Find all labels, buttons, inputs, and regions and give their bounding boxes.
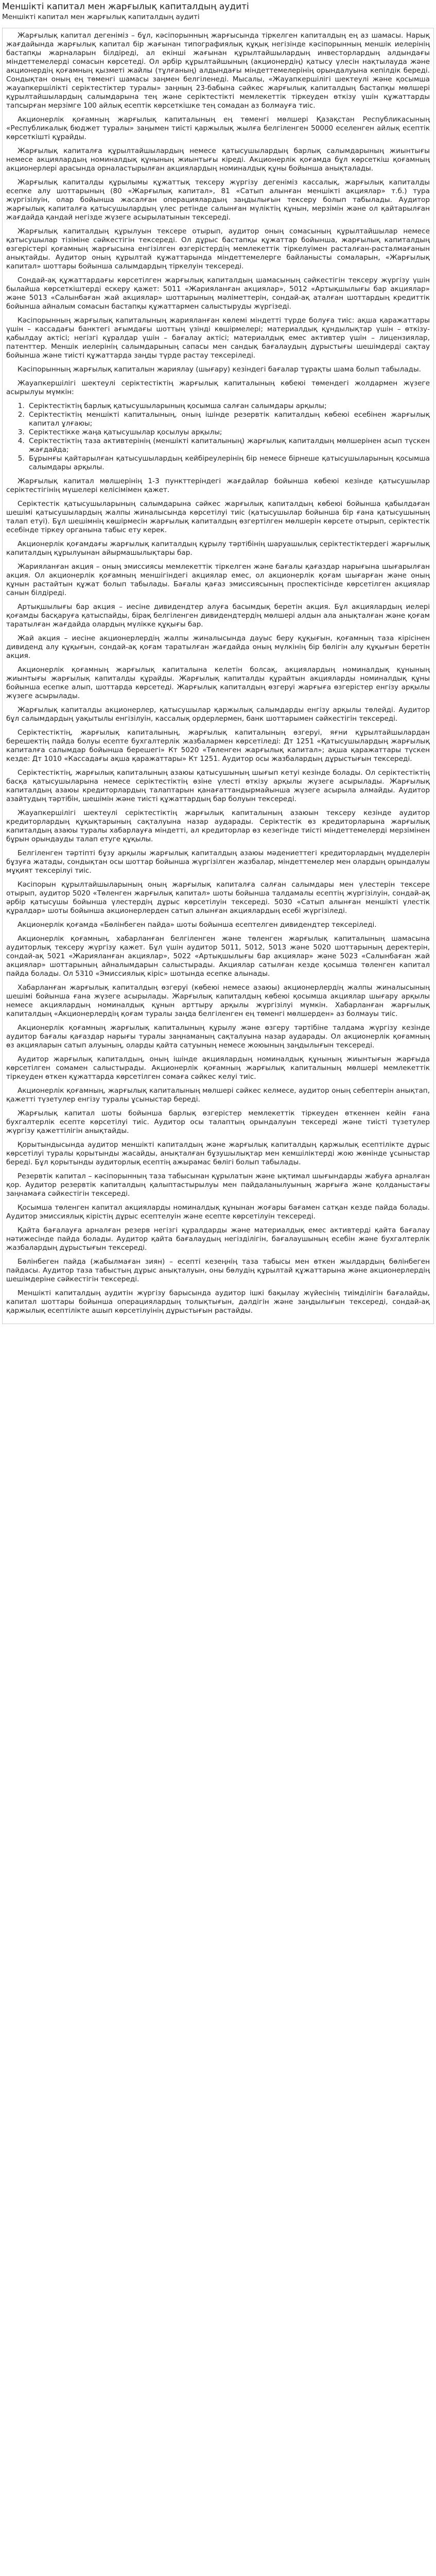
- paragraph: Белгіленген тәртіпті бұзу арқылы жарғылық капиталдың азаюы мәдениеттегі кредиторлардың мүдделерін бұзуға жатады, сондықтан осы шоттар бойынша жүргізілген жазбалар, міндеттемелер мен олардың орындалуы мұқият тексерілуі тиіс.: [6, 849, 430, 875]
- paragraph: Жарғылық капиталды акционерлер, қатысушылар қаржылық салымдарды енгізу арқылы төлейді. Аудитор бұл салымдардың уақытылы енгізілуін, кассалық ордерлермен, банк шоттарымен сәйкестігін тексереді.: [6, 706, 430, 723]
- paragraph: Акционерлік қоғамның жарғылық капиталының ең төменгі мөлшері Қазақстан Республикасының «Республикалық бюджет туралы» заңымен тиісті қаржылық жылға белгіленген 50000 еселенген айлық есептік көрсеткішті құрайды.: [6, 115, 430, 141]
- paragraph: Жарғылық капиталға құрылтайшылардың немесе қатысушылардың барлық салымдарының жиынтығы немесе акциялардың номиналдық құнының жиынтығы кіреді. Акционерлік қоғамда бұл көрсеткіш қоғамның акционерлері арасында орналастырылған акциялардың номиналдық құны бойынша анықталады.: [6, 147, 430, 173]
- page-title: Меншікті капитал мен жарғылық капиталдың аудиті: [2, 2, 249, 12]
- paragraph: Қосымша төленген капитал акцияларды номиналдық құнынан жоғары бағамен сатқан кезде пайда болады. Аудитор эмиссиялық кірістің дұрыс есептелуін және есепте көрсетілуін тексереді.: [6, 1204, 430, 1221]
- paragraph: Акционерлік қоғамның жарғылық капиталының құрылу және өзгеру тәртібіне талдама жүргізу кезінде аудитор бағалы қағаздар нарығы туралы заңнаманың сақталуына назар аударады. Ол акционерлік қоғамның өз акцияларын сатып алуының, оларды қайта сатуының немесе жоюының заңдылығын тексереді.: [6, 1024, 430, 1049]
- paragraph: Қайта бағалауға арналған резерв негізгі құралдарды және материалдық емес активтерді қайта бағалау нәтижесінде пайда болады. Аудитор қайта бағалаудың негізділігін, бағалаушының есебін және бухгалтерлік жазбалардың дұрыстығын тексереді.: [6, 1226, 430, 1252]
- paragraph: Серіктестік қатысушыларының салымдарына сәйкес жарғылық капиталдың көбеюі бойынша қабылдаған шешімі қатысушылардың жалпы жиналысында көрсетілуі тиіс (қатысушылар бойынша бір ғана қатысушының талап етуі). Бұл шешімнің көшірмесін жарғылық капиталдың өзгертілген мөлшерін көрсете отырып, серіктестік есебінде тіркеу органына табыс ету керек.: [6, 500, 430, 534]
- paragraph: Акционерлік қоғамның, хабарланған белгіленген және төленген жарғылық капиталының шамасына аудиторлық тексеру жүргізу қажет. Бұл үшін аудитор 5011, 5012, 5013 және 5020 шоттарының деректерін, сондай-ақ 5021 «Жарияланған акциялар», 5022 «Артықшылығы бар акциялар» және 5023 «Салынбаған жай акциялар» шоттарының айналымдарын салыстырады. Акциялар сатылған кезде қосымша төленген капитал пайда болады. Ол 5310 «Эмиссиялық кіріс» шотында есепке алынады.: [6, 935, 430, 978]
- paragraph: Акционерлік қоғамның, жарғылық капиталының мөлшері сәйкес келмесе, аудитор оның себептерін анықтап, қажетті түзетулер енгізу туралы ұсыныстар береді.: [6, 1087, 430, 1104]
- paragraph: Жай акция – иесіне акционерлердің жалпы жиналысында дауыс беру құқығын, қоғамның таза кірісінен дивиденд алу құқығын, сондай-ақ қоғам таратылған жағдайда оның мүлкінің бір бөлігін алу құқығын беретін акция.: [6, 634, 430, 660]
- paragraph: Акционерлік қоғамның жарғылық капиталына келетін болсақ, акциялардың номиналдық құнының жиынтығы жарғылық капиталды құрайды. Жарғылық капиталды құрайтын акцияларды номиналдық құны бойынша есепке алып, шоттарда көрсетеді. Жарғылық капиталдың өзгеруі жарғыға өзгерістер енгізу арқылы жүзеге асырылады.: [6, 666, 430, 700]
- paragraph: Кәсіпорынның жарғылық капиталын жариялау (шығару) кезіндегі бағалар тұрақты шама болып табылады.: [18, 365, 421, 374]
- increase-methods-list: [27, 402, 430, 472]
- paragraph: Резервтік капитал – кәсіпорынның таза табысынан құрылатын және ықтимал шығындарды жабуға арналған қор. Аудитор резервтік капиталдың қалыптастырылуы мен пайдаланылуының жарғыға және қолданыстағы заңнамаға сәйкестігін тексереді.: [6, 1172, 430, 1198]
- paragraph: Серіктестіктің, жарғылық капиталының, жарғылық капиталының өзгеруі, яғни құрылтайшылардан берешектің пайда болуы есепте бухгалтерлік жазбалармен көрсетіледі: Дт 1251 «Қатысушылардың жарғылық капиталға салымдар бойынша берешегі» Кт 5020 «Төленген жарғылық капитал»; ақша қаражаттары түскен кезде: Дт 1010 «Кассадағы ақша қаражаттары» Кт 1251. Аудитор осы жазбалардың дұрыстығын тексереді.: [6, 728, 430, 763]
- paragraph: Кәсіпорын құрылтайшыларының оның жарғылық капиталға салған салымдары мен үлестерін тексере отырып, аудитор 5020 «Төленген жарғылық капитал» шоты бойынша талдамалы есептің жүргізілуін, сондай-ақ әрбір қатысушы бойынша үлестердің дұрыс көрсетілуін тексереді. 5030 «Сатып алынған меншікті үлестік құралдар» шоты бойынша акционерлерден сатып алынған акциялардың есебі жүргізіледі.: [6, 880, 430, 915]
- paragraph: Қорытындысында аудитор меншікті капиталдың және жарғылық капиталдың қаржылық есептілікте дұрыс көрсетілуі туралы қорытынды жасайды, анықталған бұзушылықтар мен кемшіліктерді жою жөнінде ұсыныстар береді. Бұл қорытынды аудиторлық есептің ажырамас бөлігі болып табылады.: [6, 1141, 430, 1166]
- paragraph: Акционерлік қоғамдағы жарғылық капиталдың құрылу тәртібінің шаруашылық серіктестіктердегі жарғылық капиталдың құрылуынан айырмашылықтары бар.: [6, 540, 430, 557]
- paragraph: Жауапкершілігі шектеулі серіктестіктің жарғылық капиталының азаюын тексеру кезінде аудитор кредиторлардың құқықтарының сақталуына назар аударады. Серіктестік өз кредиторларына жарғылық капиталдың азаюы туралы хабарлауға міндетті, ал кредиторлар өз кезегінде тиісті міндеттемелерді мерзімінен бұрын орындауды талап етуге құқылы.: [6, 809, 430, 843]
- paragraph: Жарғылық капиталдың құрылуын тексере отырып, аудитор оның сомасының құрылтайшылар немесе қатысушылар тізіміне сәйкестігін тексереді. Ол дұрыс бастапқы құжаттар бойынша, жарғылық капиталдың өзгерістері қоғамның жарғысына енгізілген өзгерістердің мемлекеттік тіркелуімен расталған-расталмағанын анықтайды. Аудитор оның құрылтай құжаттарында міндеттемелерге байланысты сомаларын, «Жарғылық капитал» шоттары бойынша салымдардың тіркелуін тексереді.: [6, 227, 430, 270]
- paragraph: Меншікті капиталдың аудитін жүргізу барысында аудитор ішкі бақылау жүйесінің тиімділігін бағалайды, капитал шоттары бойынша операциялардың толықтығын, дәлдігін және заңдылығын тексереді, сондай-ақ қаржылық есептілікте ашып көрсетілуінің дұрыстығын растайды.: [6, 1289, 430, 1315]
- paragraph: Жарғылық капитал дегеніміз – бұл, кәсіпорынның жарғысында тіркелген капиталдың ең аз шамасы. Нарық жағдайында жарғылық капитал бір жағынан типографиялық құқық негізінде кәсіпорынның меншік иелерінің бастапқы жарналарын білдіреді, ал екінші жағынан құрылтайшылардың инвесторлардың алдындағы міндеттемелерді сомасын көрсетеді. Ол әрбір құрылтайшының (акционердің) қатысу үлесін нақтылауда және акционердің қоғамның қызметі жайлы (тұлғаның) алдындағы міндеттемелерінің орындалуына кепілдік береді. Сондықтан оның ең төменгі шамасы заңмен белгіленеді. Мысалы, «Жауапкершілігі шектеулі және қосымша жауапкершілікті серіктестіктер туралы» заңның 23-бабына сәйкес жарғылық капиталдың бастапқы мөлшері құрылтайшылардың салымдарына тең және серіктестікті мемлекеттік тіркеуден өткізу үшін құжаттарды тапсырған мерзімге 100 айлық есептік көрсеткішке тең сомадан аз болмауға тиіс.: [6, 31, 430, 110]
- paragraph: Жауапкершілігі шектеулі серіктестіктің жарғылық капиталының көбеюі төмендегі жолдармен жүзеге асырылуы мүмкін:: [6, 379, 430, 396]
- article-body: [2, 28, 434, 1324]
- list-item: 4. Серіктестіктің таза активтерінің (меншікті капиталының) жарғылық капиталдың мөлшерінен асып түскен жағдайда;: [27, 437, 430, 454]
- article-section-b: [6, 477, 430, 1315]
- paragraph: Бөлінбеген пайда (жабылмаған зиян) – есепті кезеңнің таза табысы мен өткен жылдардың бөлінбеген пайдасы. Аудитор таза табыстың дұрыс анықталуын, оны бөлудің құрылтай құжаттарына және акционерлердің шешімдеріне сәйкестігін тексереді.: [6, 1258, 430, 1283]
- paragraph: Сондай-ақ құжаттардағы көрсетілген жарғылық капиталдың шамасының сәйкестігін тексеру жүргізу үшін былайша көрсеткіштерді ескеру қажет: 5011 «Жарияланған акциялар», 5012 «Артықшылығы бар акциялар» және 5013 «Салынбаған жай акциялар» шоттарының мәліметтерін, сондай-ақ аталған шоттардың кредиттік бойынша айналым сомасын бастапқы құжаттармен салыстыруды жүргізеді.: [6, 276, 430, 311]
- paragraph: Артықшылығы бар акция – иесіне дивидендтер алуға басымдық беретін акция. Бұл акциялардың иелері қоғамды басқаруға қатыспайды, бірақ белгіленген дивидендтердің мөлшері алдын ала анықталған және қоғам таратылған жағдайда олардың мүлікке құқығы бар.: [6, 603, 430, 629]
- list-item: 1. Серіктестіктің барлық қатысушыларының қосымша салған салымдары арқылы;: [27, 402, 430, 411]
- paragraph: Жарияланған акция – оның эмиссиясы мемлекеттік тіркелген және бағалы қағаздар нарығына шығарылған акция. Ол акционерлік қоғамның меншігіндегі акциялар емес, ол акционерлік қоғам шығарған және оның құнын растайтын құжат болып табылады. Бағалы қағаз эмиссиясының проспектісінде көрсетілген акциялар санын білдіреді.: [6, 563, 430, 597]
- paragraph: Жарғылық капиталды құрылымы құжаттық тексеру жүргізу дегеніміз кассалық, жарғылық капиталды есепке алу шоттарының (80 «Жарғылық капитал», 81 «Сатып алынған меншікті акциялар» т.б.) тура жүргізілуін, олар бойынша жасалған операциялардың заңдылығын тексеру болып табылады. Аудитор жарғылық капиталға қатысушылардың үлес ретінде салынған мүліктің құнын, мерзімін және ол қайтарылған жағдайда қандай негізде жүзеге асырылатынын тексереді.: [6, 178, 430, 222]
- list-item: 3. Серіктестікке жаңа қатысушылар қосылуы арқылы;: [27, 428, 430, 437]
- paragraph: Акционерлік қоғамда «Бөлінбеген пайда» шоты бойынша есептелген дивидендтер тексеріледі.: [18, 921, 377, 929]
- list-item: 2. Серіктестіктің меншікті капиталының, оның ішінде резервтік капиталдың көбеюі есебінен жарғылық капитал ұлғаюы;: [27, 411, 430, 428]
- list-item: 5. Бұрынғы қайтарылған қатысушылардың кейбіреулерінің бір немесе бірнеше қатысушыларының қосымша салымдары арқылы.: [27, 454, 430, 472]
- paragraph: Кәсіпорынның жарғылық капиталының жарияланған көлемі міндетті түрде болуға тиіс: ақша қаражаттары үшін – кассадағы банктегі ағымдағы шоттың үзінді көшірмелері; материалдық құндылықтар үшін – өткізу-қабылдау актісі; негізгі құралдар үшін – бағалау актісі; материалдық емес активтер үшін – лицензиялар, патенттер. Меншік иелерінің салымдарының сапасы мен сандық бағалаудың дұрыстығы шешімдерді сақтау бойынша және тиісті құжаттарда заңды түрде растау тексеріледі.: [6, 316, 430, 360]
- paragraph: Аудитор жарғылық капиталдың, оның ішінде акциялардың номиналдық құнының жиынтығын жарғыда көрсетілген сомамен салыстырады. Акционерлік қоғамның жарғылық капиталының мөлшері мемлекеттік тіркеуден өткен құжаттарда көрсетілген сомаға сәйкес келуі тиіс.: [6, 1055, 430, 1081]
- page-subtitle: Меншікті капитал мен жарғылық капиталдың аудиті: [2, 13, 200, 21]
- paragraph: Хабарланған жарғылық капиталдың өзгеруі (көбеюі немесе азаюы) акционерлердің жалпы жиналысының шешімі бойынша ғана жүзеге асырылады. Жарғылық капиталдың көбеюі қосымша акциялар шығару арқылы немесе акциялардың номиналдық құнын арттыру арқылы жүргізілуі мүмкін. Хабарланған жарғылық капиталдың «Акционерлердің қоғам туралы заңда белгіленген ең төменгі мөлшерден» аз болмауы тиіс.: [6, 984, 430, 1018]
- article-section-a: [6, 31, 430, 397]
- paragraph: Серіктестіктің, жарғылық капиталының азаюы қатысушының шығып кетуі кезінде болады. Ол серіктестіктің басқа қатысушыларына немесе серіктестіктің өзіне үлесті өткізу арқылы жүзеге асырылады. Жарғылық капиталдың азаюы кредиторлардың талаптарын қанағаттандырмайынша жүзеге асырыла алмайды. Аудитор азайтудың тәртібін, шешімін және тиісті құжаттардың бар болуын тексереді.: [6, 769, 430, 803]
- paragraph: Жарғылық капитал мөлшерінің 1-3 пункттеріндегі жағдайлар бойынша көбеюі кезінде қатысушылар серіктестігінің мүшелері келісімімен қажет.: [6, 477, 430, 494]
- paragraph: Жарғылық капитал шоты бойынша барлық өзгерістер мемлекеттік тіркеуден өткеннен кейін ғана бухгалтерлік есепте көрсетілуі тиіс. Аудитор осы талаптың орындалуын тексереді және тиісті түзетулер жүргізу қажеттілігін анықтайды.: [6, 1109, 430, 1135]
